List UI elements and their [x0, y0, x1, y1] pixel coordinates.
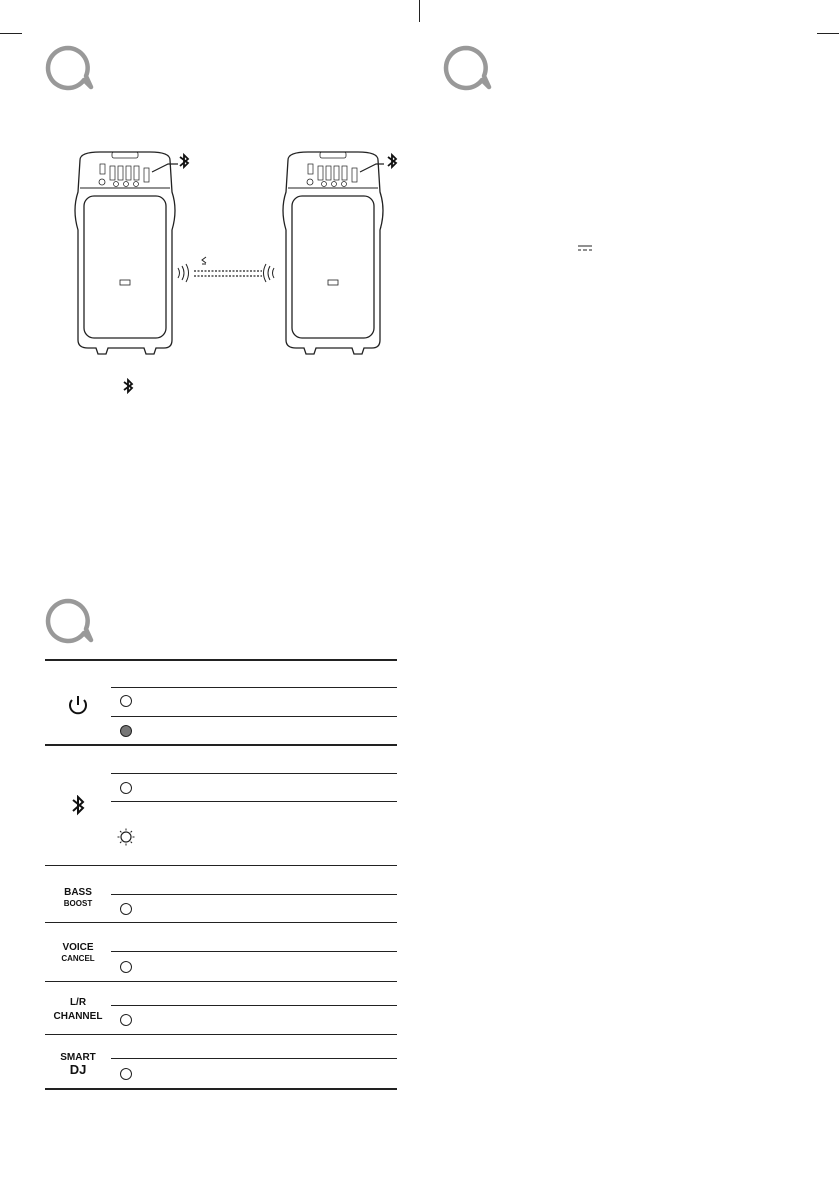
led-off-indicator	[120, 1014, 132, 1026]
table-rule	[111, 951, 397, 952]
speaker-pairing-illustration	[60, 140, 410, 360]
table-rule	[45, 744, 397, 746]
cancel-text: CANCEL	[61, 954, 95, 963]
table-rule	[111, 716, 397, 717]
voice-text: VOICE	[62, 942, 94, 953]
table-rule	[111, 801, 397, 802]
lr-text: L/R	[69, 997, 87, 1008]
led-status-table	[45, 659, 397, 1091]
channel-text: CHANNEL	[53, 1011, 103, 1022]
power-icon	[45, 694, 111, 716]
bluetooth-icon	[121, 378, 135, 394]
crop-mark	[0, 33, 22, 34]
speech-bubble-icon	[44, 44, 96, 92]
led-off-indicator	[120, 1068, 132, 1080]
table-rule	[45, 922, 397, 923]
table-rule	[45, 1088, 397, 1090]
speech-bubble-icon	[44, 597, 96, 645]
table-rule	[111, 687, 397, 688]
smart-dj-label	[45, 1052, 111, 1077]
lr-channel-label	[45, 997, 111, 1022]
voice-cancel-label	[45, 942, 111, 964]
bass-boost-label	[45, 887, 111, 909]
speech-bubble-icon	[442, 44, 494, 92]
bluetooth-icon	[45, 795, 111, 817]
dc-symbol-icon	[577, 244, 593, 252]
led-off-indicator	[120, 961, 132, 973]
boost-text: BOOST	[63, 899, 93, 908]
table-rule	[45, 1034, 397, 1035]
led-off-indicator	[120, 782, 132, 794]
led-off-indicator	[120, 903, 132, 915]
bass-text: BASS	[64, 887, 92, 898]
table-rule	[45, 865, 397, 866]
table-rule	[45, 659, 397, 661]
crop-mark	[419, 0, 420, 22]
table-rule	[111, 773, 397, 774]
table-rule	[111, 894, 397, 895]
dj-text: DJ	[69, 1062, 87, 1077]
crop-mark	[817, 33, 839, 34]
table-rule	[111, 1005, 397, 1006]
led-on-indicator	[120, 725, 132, 737]
table-rule	[111, 1058, 397, 1059]
light-icon	[117, 828, 135, 846]
smart-text: SMART	[60, 1052, 96, 1063]
led-off-indicator	[120, 695, 132, 707]
table-rule	[45, 981, 397, 982]
